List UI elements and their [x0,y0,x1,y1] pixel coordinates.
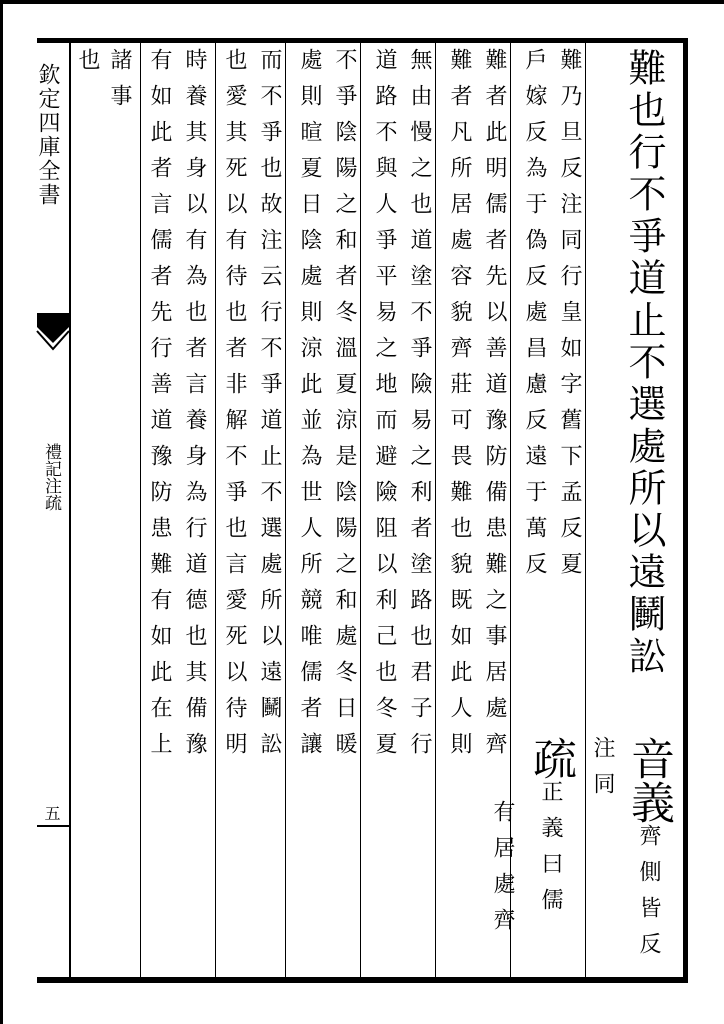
yinyi-label: 音義 [623,736,674,824]
frame-border-top [37,38,688,43]
scan-edge-top [0,0,724,4]
fish-tail-ornament [37,313,69,353]
yinyi-text: 齊側皆反注同 [590,736,661,968]
commentary-column-9: 無由慢之也道塗不爭險易之利者塗路也君子行 [407,48,432,768]
annotation-column-6: 有居處齊 [490,800,515,944]
shu-label: 疏 [525,736,576,780]
commentary-column-7: 難者此明儒者先以善道豫防備患難之事居處齊 [482,48,507,768]
scan-edge-left [0,0,3,1024]
column-rule [215,43,216,977]
page-gutter [37,43,69,977]
column-rule [585,43,586,977]
commentary-column-18: 也 [75,48,100,84]
column-rule [285,43,286,977]
column-rule [435,43,436,977]
yinyi-block [590,736,680,970]
commentary-column-15: 時養其身以有為也者言養身為行道德也其備豫 [182,48,207,768]
commentary-column-13: 而不爭也故注云行不爭道止不選處所以遠鬭訟 [257,48,282,768]
commentary-column-11: 不爭陰陽之和者冬溫夏涼是陰陽之和處冬日暖 [332,48,357,768]
shu-text: 正義曰儒 [538,780,563,924]
collection-title: 欽定四庫全書 [35,63,60,207]
frame-border-bottom [37,977,688,983]
page-number-rule [37,825,69,827]
commentary-column-10: 道路不與人爭平易之地而避險阻以利己也冬夏 [372,48,397,768]
shu-block [518,736,582,970]
gutter-divider [69,38,71,983]
frame-border-right [683,38,688,983]
commentary-column-12: 處則暄夏日陰處則涼此並為世人所競唯儒者讓 [297,48,322,768]
commentary-column-14: 也愛其死以有待也者非解不爭也言愛死以待明 [222,48,247,768]
commentary-column-16: 有如此者言儒者先行善道豫防患難有如此在上 [147,48,172,768]
annotation-column-4: 戶嫁反為于偽反處昌慮反遠于萬反 [522,48,547,588]
annotation-column-3: 難乃旦反注同行皇如字舊下孟反夏 [557,48,582,588]
column-rule [140,43,141,977]
column-rule [360,43,361,977]
page-number: 五 [42,805,61,821]
book-title: 禮記注疏 [41,443,61,511]
commentary-column-8: 難者凡所居處容貌齊莊可畏難也貌既如此人則 [447,48,472,768]
commentary-column-17: 諸事 [107,48,132,120]
text-column-1: 難也行不爭道止不選處所以遠鬭訟 [622,48,666,678]
